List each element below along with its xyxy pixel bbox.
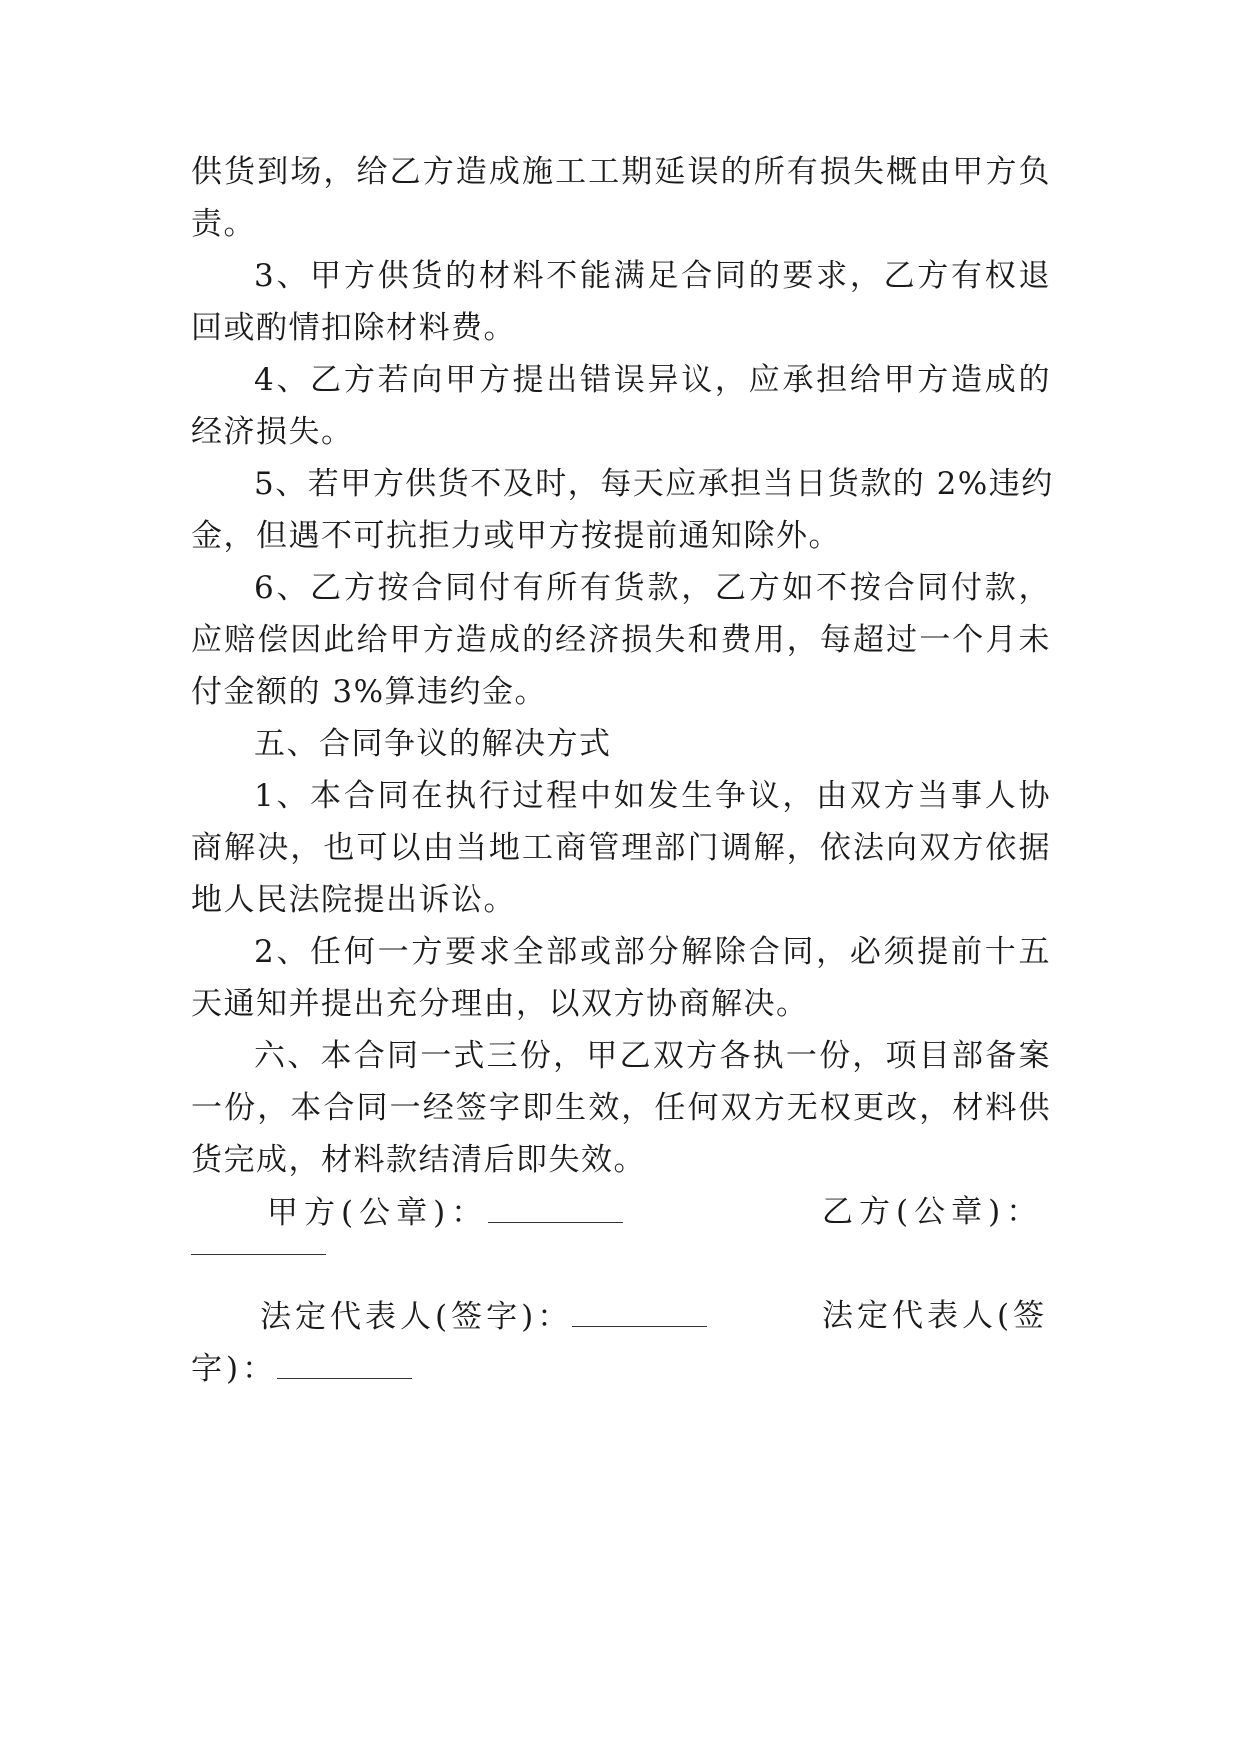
party-b-seal-blank (191, 1254, 326, 1255)
paragraph-line: 一份，本合同一经签字即生效，任何双方无权更改，材料供 (191, 1090, 1051, 1126)
party-b-seal-label: 乙方(公章)： (822, 1194, 1044, 1230)
party-a-seal-row (267, 1192, 667, 1232)
paragraph-line: 经济损失。 (191, 414, 354, 450)
party-a-rep-row (260, 1296, 740, 1336)
party-b-rep-label: 法定代表人(签 (822, 1298, 1049, 1334)
paragraph-line: 商解决，也可以由当地工商管理部门调解，依法向双方依据 (191, 830, 1051, 866)
party-b-rep-blank (277, 1348, 412, 1379)
paragraph-line: 5、若甲方供货不及时，每天应承担当日货款的 2%违约 (254, 466, 1054, 502)
paragraph-line: 天通知并提出充分理由，以双方协商解决。 (191, 986, 809, 1022)
paragraph-line: 货完成，材料款结清后即失效。 (191, 1142, 646, 1178)
paragraph-line: 3、甲方供货的材料不能满足合同的要求，乙方有权退 (254, 258, 1051, 294)
party-b-rep-label-cont: 字)： (191, 1351, 278, 1387)
paragraph-line: 1、本合同在执行过程中如发生争议，由双方当事人协 (254, 778, 1051, 814)
paragraph-line: 应赔偿因此给甲方造成的经济损失和费用，每超过一个月未 (191, 622, 1051, 658)
party-a-rep-blank (572, 1296, 707, 1327)
paragraph-line: 金，但遇不可抗拒力或甲方按提前通知除外。 (191, 518, 841, 554)
paragraph-line: 付金额的 3%算违约金。 (191, 674, 548, 710)
paragraph-line: 4、乙方若向甲方提出错误异议，应承担给甲方造成的 (254, 362, 1051, 398)
paragraph-line: 6、乙方按合同付有所有货款，乙方如不按合同付款， (254, 570, 1051, 606)
party-a-seal-label: 甲方(公章)： (267, 1195, 489, 1231)
paragraph-line: 回或酌情扣除材料费。 (191, 310, 516, 346)
party-a-seal-blank (488, 1192, 623, 1223)
paragraph-line: 地人民法院提出诉讼。 (191, 882, 516, 918)
paragraph-line: 责。 (191, 206, 256, 242)
paragraph-line: 六、本合同一式三份，甲乙双方各执一份，项目部备案 (254, 1038, 1051, 1074)
party-b-rep-row (191, 1348, 1051, 1388)
paragraph-line: 2、任何一方要求全部或部分解除合同，必须提前十五 (254, 934, 1051, 970)
section-heading: 五、合同争议的解决方式 (254, 726, 612, 762)
party-a-rep-label: 法定代表人(签字)： (260, 1299, 573, 1335)
paragraph-line: 供货到场，给乙方造成施工工期延误的所有损失概由甲方负 (191, 154, 1051, 190)
